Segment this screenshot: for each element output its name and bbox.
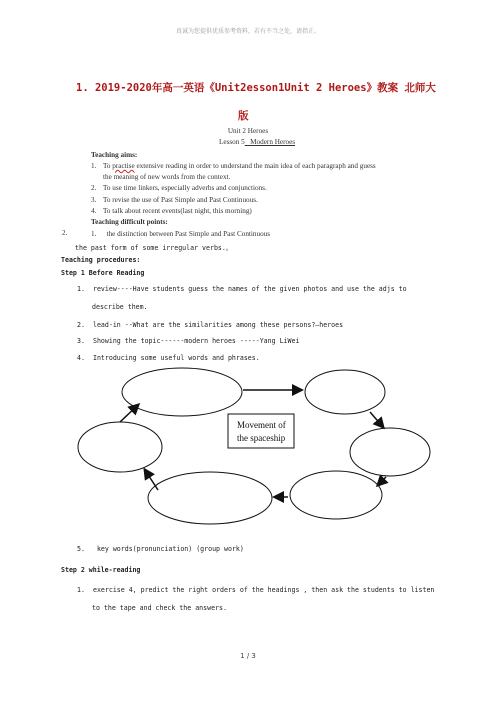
mind-map-node-right bbox=[350, 428, 430, 476]
step1-item5: 5. key words(pronunciation) (group work) bbox=[77, 545, 244, 553]
step2-heading: Step 2 while-reading bbox=[61, 566, 141, 574]
step1-item-cont: describe them. bbox=[92, 303, 148, 311]
step2-item-cont: to the tape and check the answers. bbox=[92, 604, 227, 612]
difficult-item: 1. the distinction between Past Simple and Past Continuous bbox=[91, 230, 271, 238]
arrow-right bbox=[370, 412, 383, 427]
difficult-item-cont: the past form of some irregular verbs.。 bbox=[75, 244, 233, 252]
unit-heading: Unit 2 Heroes bbox=[227, 127, 269, 135]
aim-item-cont: the meaning of new words from the context. bbox=[103, 173, 231, 181]
aim-item: 1. To practise extensive reading in order to understand the main idea of each paragraph and guess bbox=[91, 162, 376, 170]
procedures-heading: Teaching procedures: bbox=[61, 256, 141, 264]
header-note: 真诚为您提供优质参考资料，若有不当之处，请指正。 bbox=[175, 28, 320, 35]
aims-heading: Teaching aims: bbox=[91, 151, 138, 159]
mind-map-center-label-line1: Movement of bbox=[237, 420, 286, 430]
step1-item: 4. Introducing some useful words and phrases. bbox=[77, 354, 260, 362]
arrow-bottom-left bbox=[145, 470, 158, 490]
mind-map-node-bottom-right bbox=[290, 471, 382, 519]
lesson-name: Modern Heroes bbox=[250, 138, 296, 146]
mind-map-node-top-left bbox=[122, 368, 242, 416]
arrow-left bbox=[120, 405, 138, 422]
mind-map-center-label-line2: the spaceship bbox=[237, 433, 286, 443]
lesson-number: Lesson 5 bbox=[219, 138, 245, 146]
document-title-line1: 1. 2019-2020年高一英语《Unit2esson1Unit 2 Heroes》教案 北师大 bbox=[76, 82, 436, 94]
aim-item: 3. To revise the use of Past Simple and Past Continuous. bbox=[91, 196, 258, 204]
page-number: 1 / 3 bbox=[240, 652, 256, 660]
document-title-line2: 版 bbox=[238, 110, 249, 122]
step2-item: 1. exercise 4, predict the right orders of the headings , then ask the students to listen bbox=[77, 586, 435, 594]
mind-map-node-bottom-left bbox=[148, 472, 272, 524]
step1-item: 3. Showing the topic------modern heroes -----Yang LiWei bbox=[77, 337, 300, 345]
difficult-heading: Teaching difficult points: bbox=[91, 218, 168, 226]
mind-map-node-left bbox=[78, 422, 162, 472]
aim-item: 4. To talk about recent events(last night, this morning) bbox=[91, 207, 252, 215]
step1-item: 2. lead-in --What are the similarities among these persons?—heroes bbox=[77, 321, 344, 329]
aim-item: 2. To use time linkers, especially adverbs and conjunctions. bbox=[91, 184, 267, 192]
step1-heading: Step 1 Before Reading bbox=[61, 269, 145, 277]
arrow-bottom-right bbox=[378, 477, 386, 485]
step1-item: 1. review----Have students guess the names of the given photos and use the adjs to bbox=[77, 285, 407, 293]
mind-map-node-top-right bbox=[305, 370, 385, 414]
difficult-outer-number: 2. bbox=[62, 229, 68, 237]
